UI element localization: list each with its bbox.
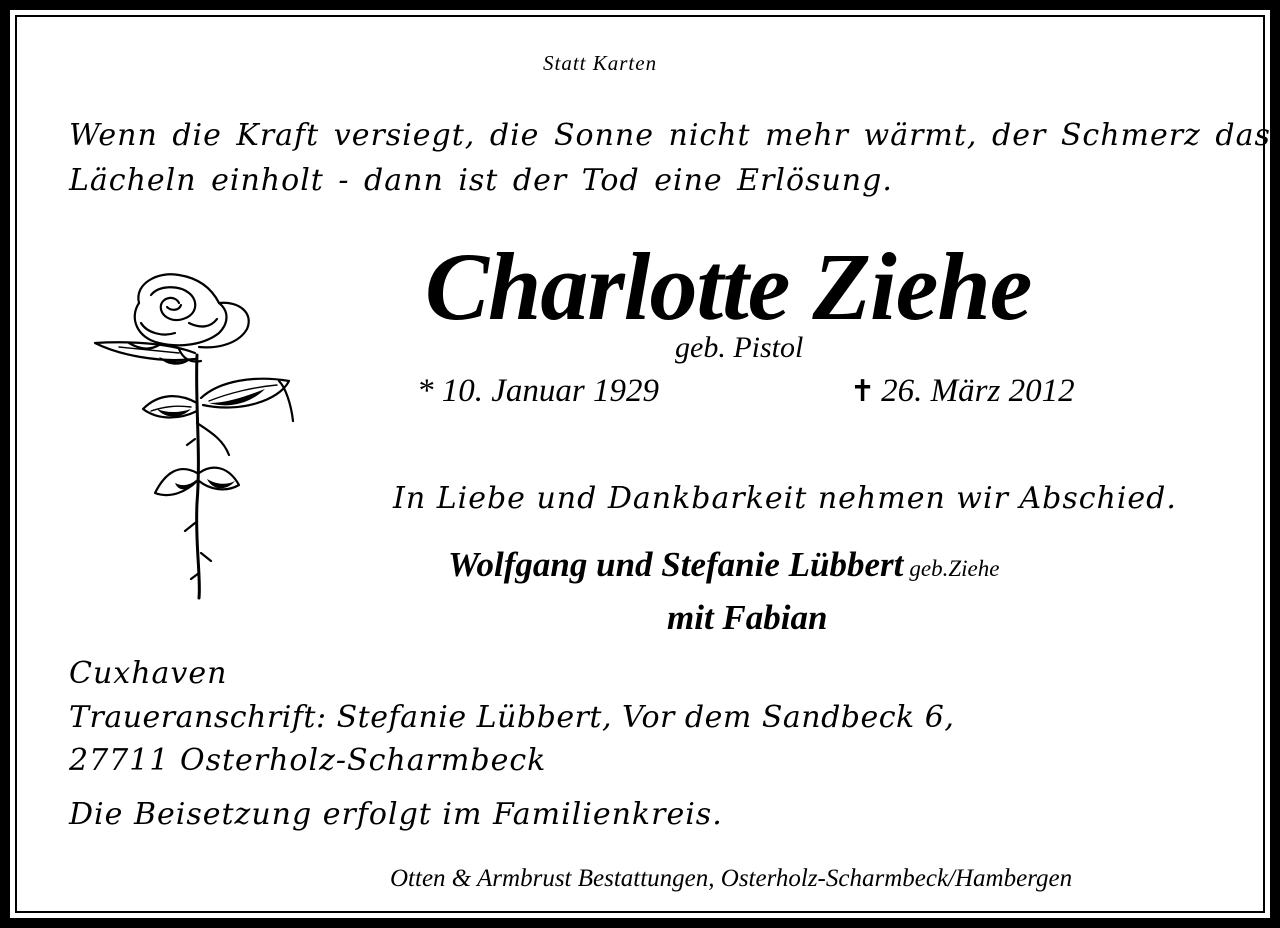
notice-frame (10, 10, 1270, 918)
address-line-2: 27711 Osterholz-Scharmbeck (69, 743, 547, 778)
maiden-name: geb. Pistol (675, 331, 804, 364)
family-note: geb.Ziehe (909, 556, 1000, 581)
quote-line-1: Wenn die Kraft versiegt, die Sonne nicht mehr wärmt, der Schmerz das (69, 118, 1271, 153)
rose-icon (79, 263, 299, 603)
undertaker: Otten & Armbrust Bestattungen, Osterholz-Scharmbeck/Hambergen (390, 865, 1073, 892)
farewell-text: In Liebe und Dankbarkeit nehmen wir Abschied. (393, 481, 1177, 516)
deceased-name: Charlotte Ziehe (425, 233, 1032, 340)
death-date: 26. März 2012 (881, 373, 1075, 409)
burial-note: Die Beisetzung erfolgt im Familienkreis. (69, 797, 723, 832)
quote (69, 113, 1271, 203)
quote-line-2: Lächeln einholt - dann ist der Tod eine Erlösung. (69, 163, 893, 198)
family-with: mit Fabian (667, 598, 828, 637)
address-line-1: Traueranschrift: Stefanie Lübbert, Vor dem Sandbeck 6, (69, 700, 955, 735)
family-names: Wolfgang und Stefanie Lübbert (448, 545, 904, 584)
birth-date: * 10. Januar 1929 (417, 373, 659, 409)
death-date-line (850, 373, 1075, 410)
header-note: Statt Karten (543, 51, 658, 75)
cross-icon: ✝ (850, 375, 876, 408)
city: Cuxhaven (69, 656, 228, 691)
family-line (448, 545, 999, 585)
